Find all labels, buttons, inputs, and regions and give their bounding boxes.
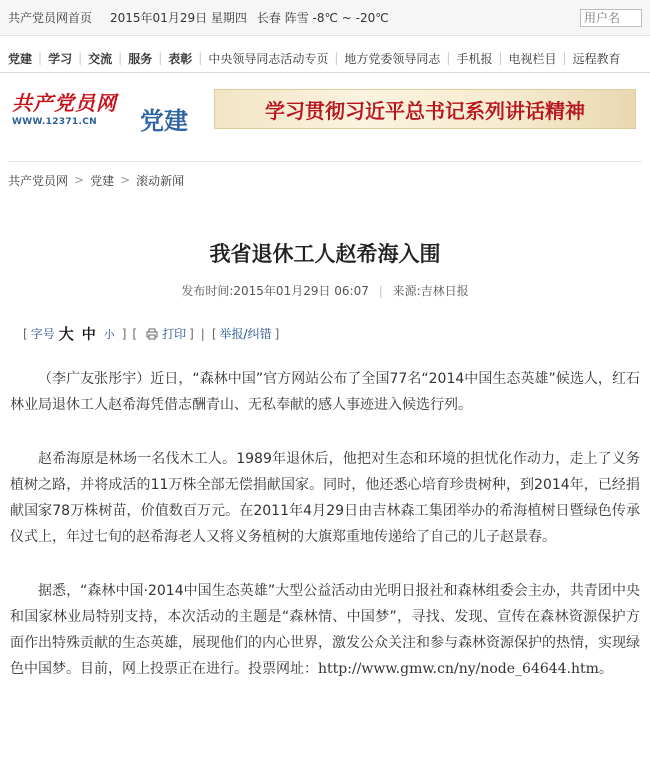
- paragraph: [10, 578, 640, 682]
- bracket-close: ]: [274, 326, 280, 341]
- nav-item-central-leaders[interactable]: 中央领导同志活动专页: [208, 51, 329, 66]
- breadcrumb-item-home[interactable]: 共产党员网: [8, 173, 69, 188]
- meta-separator: |: [378, 284, 383, 298]
- logo-cn-text: 共产党员网: [12, 91, 117, 115]
- top-bar: [0, 0, 650, 36]
- nav-separator: |: [198, 51, 203, 65]
- banner-text: 学习贯彻习近平总书记系列讲话精神: [265, 98, 585, 123]
- font-size-medium-button[interactable]: 中: [81, 326, 96, 343]
- nav-item-mobile-news[interactable]: 手机报: [456, 51, 493, 66]
- tools-separator: |: [200, 326, 205, 341]
- main-nav: [0, 44, 650, 73]
- nav-separator: |: [498, 51, 503, 65]
- home-link[interactable]: 共产党员网首页: [8, 11, 93, 25]
- nav-item-exchange[interactable]: 交流: [88, 51, 113, 66]
- bracket-open: [: [132, 326, 138, 341]
- nav-separator: |: [446, 51, 451, 65]
- paragraph: 赵希海原是林场一名伐木工人。1989年退休后，他把对生态和环境的担忧化作动力，走上了义务植树之路，并将成活的11万株全部无偿捐献国家。同时，他还悉心培育珍贵树种，到2014年，已经捐献国家78万株树苗，价值数百万元。在2011年4月29日由吉林森工集团举办的希海植树日暨绿色传承仪式上，年过七旬的赵希海老人又将义务植树的大旗郑重地传递给了自己的儿子赵景春。: [10, 451, 640, 545]
- channel-title[interactable]: 党建: [140, 107, 188, 135]
- breadcrumb-item-dangjian[interactable]: 党建: [90, 173, 115, 188]
- nav-separator: |: [118, 51, 123, 65]
- article-body: [0, 366, 650, 682]
- article-title: 我省退休工人赵希海入围: [209, 242, 441, 266]
- vote-url-link[interactable]: http://www.gmw.cn/ny/node_64644.htm: [318, 661, 599, 677]
- logo-url-text: WWW.12371.CN: [12, 117, 97, 127]
- chevron-right-icon: >: [120, 173, 131, 187]
- font-size-label: 字号: [30, 327, 55, 341]
- nav-item-tv[interactable]: 电视栏目: [508, 51, 557, 66]
- date-text: 2015年01月29日 星期四: [110, 11, 247, 25]
- bracket-close: ]: [121, 326, 127, 341]
- nav-separator: |: [78, 51, 83, 65]
- bracket-open: [: [211, 326, 217, 341]
- report-button[interactable]: 举报/纠错: [219, 327, 272, 341]
- chevron-right-icon: >: [74, 173, 85, 187]
- bracket-open: [: [23, 326, 28, 341]
- nav-separator: |: [562, 51, 567, 65]
- site-header: [0, 85, 650, 149]
- weather-text: 长春 阵雪 -8℃ ~ -20℃: [256, 11, 389, 25]
- paragraph: （李广友张彤宇）近日，“森林中国”官方网站公布了全国77名“2014中国生态英雄”候选人，红石林业局退休工人赵希海凭借志酬青山、无私奉献的感人事迹进入候选行列。: [10, 371, 640, 413]
- nav-item-remote-edu[interactable]: 远程教育: [572, 51, 621, 66]
- nav-separator: |: [158, 51, 163, 65]
- breadcrumb-item-rolling-news[interactable]: 滚动新闻: [136, 173, 185, 188]
- source-name: 吉林日报: [420, 284, 469, 298]
- nav-item-service[interactable]: 服务: [128, 51, 153, 66]
- font-size-small-button[interactable]: 小: [103, 327, 115, 341]
- print-button[interactable]: 打印: [162, 327, 187, 341]
- nav-item-study[interactable]: 学习: [48, 51, 73, 66]
- publish-label: 发布时间:: [181, 284, 234, 298]
- banner[interactable]: [214, 89, 636, 129]
- nav-item-honor[interactable]: 表彰: [168, 51, 193, 66]
- bracket-close: ]: [189, 326, 194, 341]
- paragraph-text: 据悉，“森林中国·2014中国生态英雄”大型公益活动由光明日报社和森林组委会主办，共青团中央和国家林业局特别支持，本次活动的主题是“森林情、中国梦”，寻找、发现、宣传在森林资源保护方面作出特殊贡献的生态英雄，展现他们的内心世界，激发公众关注和参与森林资源保护的热情，实现绿色中国梦。目前，网上投票正在进行。投票网址：: [10, 583, 640, 677]
- nav-item-dangjian[interactable]: 党建: [8, 51, 33, 66]
- publish-time: 2015年01月29日 06:07: [233, 284, 369, 298]
- printer-icon[interactable]: [146, 328, 158, 340]
- nav-item-local-leaders[interactable]: 地方党委领导同志: [344, 51, 441, 66]
- font-size-large-button[interactable]: 大: [58, 325, 74, 343]
- article-meta: [0, 282, 650, 299]
- site-logo[interactable]: [12, 91, 132, 139]
- nav-separator: |: [334, 51, 339, 65]
- breadcrumb: [0, 162, 650, 198]
- paragraph-end: 。: [598, 661, 613, 677]
- article-tools: [0, 323, 650, 344]
- nav-separator: |: [38, 51, 43, 65]
- source-label: 来源:: [392, 284, 421, 298]
- username-input[interactable]: [580, 9, 642, 27]
